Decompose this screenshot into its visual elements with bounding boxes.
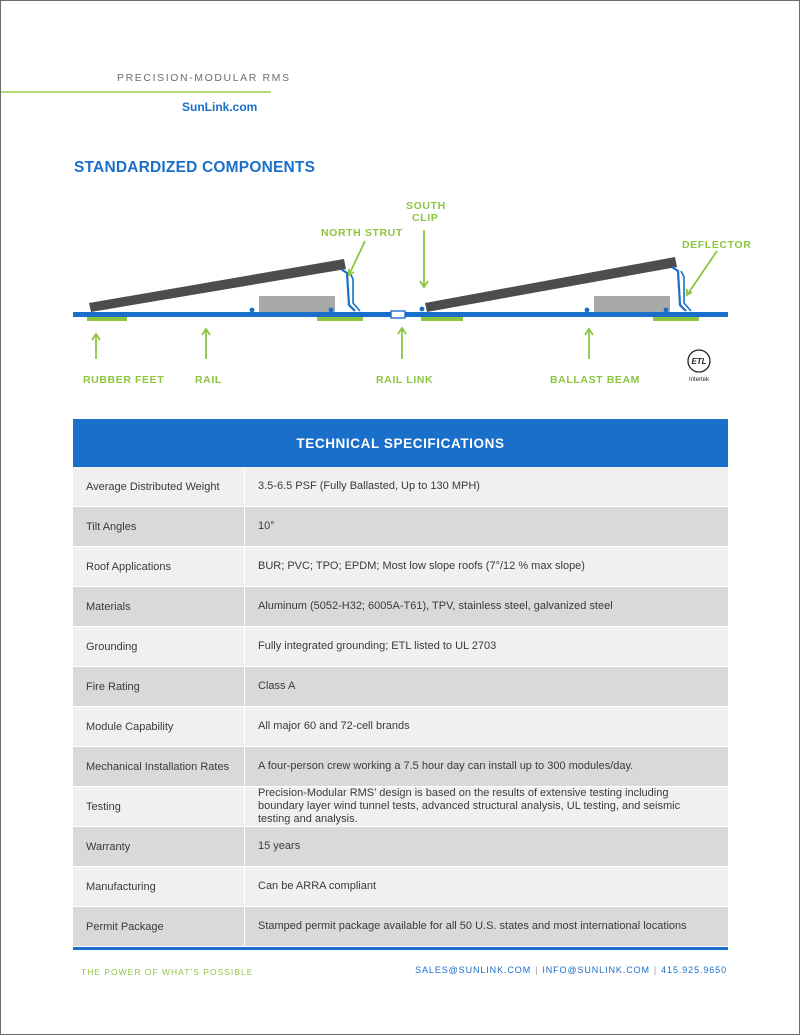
spec-value: 10° <box>258 520 275 532</box>
rail-link-gap <box>391 311 405 318</box>
deflector-clip <box>350 273 360 311</box>
spec-value: All major 60 and 72-cell brands <box>258 720 410 732</box>
callout-ballast-beam: BALLAST BEAM <box>550 374 641 386</box>
spec-row <box>73 907 728 947</box>
spec-row <box>73 467 728 507</box>
spec-row <box>73 547 728 587</box>
callout-south-clip-line1: SOUTH <box>406 200 446 212</box>
header-kicker: PRECISION-MODULAR RMS <box>117 72 291 84</box>
components-diagram <box>69 193 752 395</box>
spec-table-body <box>73 467 728 947</box>
spec-row <box>73 827 728 867</box>
spec-row <box>73 787 728 827</box>
callout-rail: RAIL <box>195 374 222 386</box>
spec-row <box>73 867 728 907</box>
footer-contact <box>415 965 727 975</box>
callout-rubber-feet: RUBBER FEET <box>83 374 165 386</box>
spec-value: Class A <box>258 680 296 692</box>
footer-tagline: THE POWER OF WHAT’S POSSIBLE <box>81 967 254 977</box>
rubber-foot <box>87 317 127 321</box>
spec-row <box>73 627 728 667</box>
callout-rail-link: RAIL LINK <box>376 374 434 386</box>
spec-value: Aluminum (5052-H32; 6005A-T61), TPV, stainless steel, galvanized steel <box>258 600 613 612</box>
spec-value: 15 years <box>258 840 301 852</box>
spec-row <box>73 507 728 547</box>
spec-label: Testing <box>73 787 245 826</box>
spec-label: Permit Package <box>73 907 245 946</box>
bolt <box>664 308 669 313</box>
spec-value: Fully integrated grounding; ETL listed to UL 2703 <box>258 640 497 652</box>
spec-label: Roof Applications <box>73 547 245 586</box>
ballast-block <box>594 296 670 312</box>
bolt <box>585 308 590 313</box>
etl-sub-label: Intertek <box>688 377 710 383</box>
spec-label: Module Capability <box>73 707 245 746</box>
callout-south-clip-line2: CLIP <box>412 212 439 224</box>
spec-row <box>73 587 728 627</box>
spec-table-title: TECHNICAL SPECIFICATIONS <box>73 419 728 467</box>
spec-value: A four-person crew working a 7.5 hour day can install up to 300 modules/day. <box>258 760 634 772</box>
rubber-foot <box>653 317 699 321</box>
footer-separator: | <box>535 965 539 975</box>
spec-table <box>73 419 728 950</box>
svg-text:ETL: ETL <box>691 357 707 366</box>
etl-cert-mark <box>688 350 710 383</box>
spec-value: Precision-Modular RMS’ design is based on the results of extensive testing including boundary layer wind tunnel tests, advanced structural analysis, UL testing, and seismic testing and analysis. <box>258 787 681 825</box>
spec-label: Warranty <box>73 827 245 866</box>
footer-sales-email[interactable]: SALES@SUNLINK.COM <box>415 965 532 975</box>
rubber-foot <box>317 317 363 321</box>
spec-label: Grounding <box>73 627 245 666</box>
spec-label: Manufacturing <box>73 867 245 906</box>
header-rule <box>1 91 271 93</box>
spec-label: Fire Rating <box>73 667 245 706</box>
callout-deflector: DEFLECTOR <box>682 239 752 251</box>
section-title: STANDARDIZED COMPONENTS <box>74 159 316 176</box>
bolt <box>420 307 425 312</box>
spec-row <box>73 667 728 707</box>
spec-value: Stamped permit package available for all 50 U.S. states and most international locations <box>258 920 687 932</box>
footer-info-email[interactable]: INFO@SUNLINK.COM <box>542 965 650 975</box>
bolt <box>250 308 255 313</box>
rubber-foot <box>421 317 463 321</box>
spec-label: Mechanical Installation Rates <box>73 747 245 786</box>
header-site-link[interactable]: SunLink.com <box>182 100 258 114</box>
spec-row <box>73 707 728 747</box>
ballast-block <box>259 296 335 312</box>
spec-row <box>73 747 728 787</box>
footer-separator: | <box>653 965 658 975</box>
spec-value: 3.5-6.5 PSF (Fully Ballasted, Up to 130 MPH) <box>258 480 480 492</box>
spec-label: Average Distributed Weight <box>73 467 245 506</box>
spec-table-bottom-rule <box>73 947 728 950</box>
spec-label: Tilt Angles <box>73 507 245 546</box>
spec-value: BUR; PVC; TPO; EPDM; Most low slope roofs (7°/12 % max slope) <box>258 560 585 572</box>
bolt <box>329 308 334 313</box>
callout-north-strut: NORTH STRUT <box>321 227 403 239</box>
spec-label: Materials <box>73 587 245 626</box>
footer-phone[interactable]: 415.925.9650 <box>661 965 727 975</box>
spec-value: Can be ARRA compliant <box>258 880 377 892</box>
